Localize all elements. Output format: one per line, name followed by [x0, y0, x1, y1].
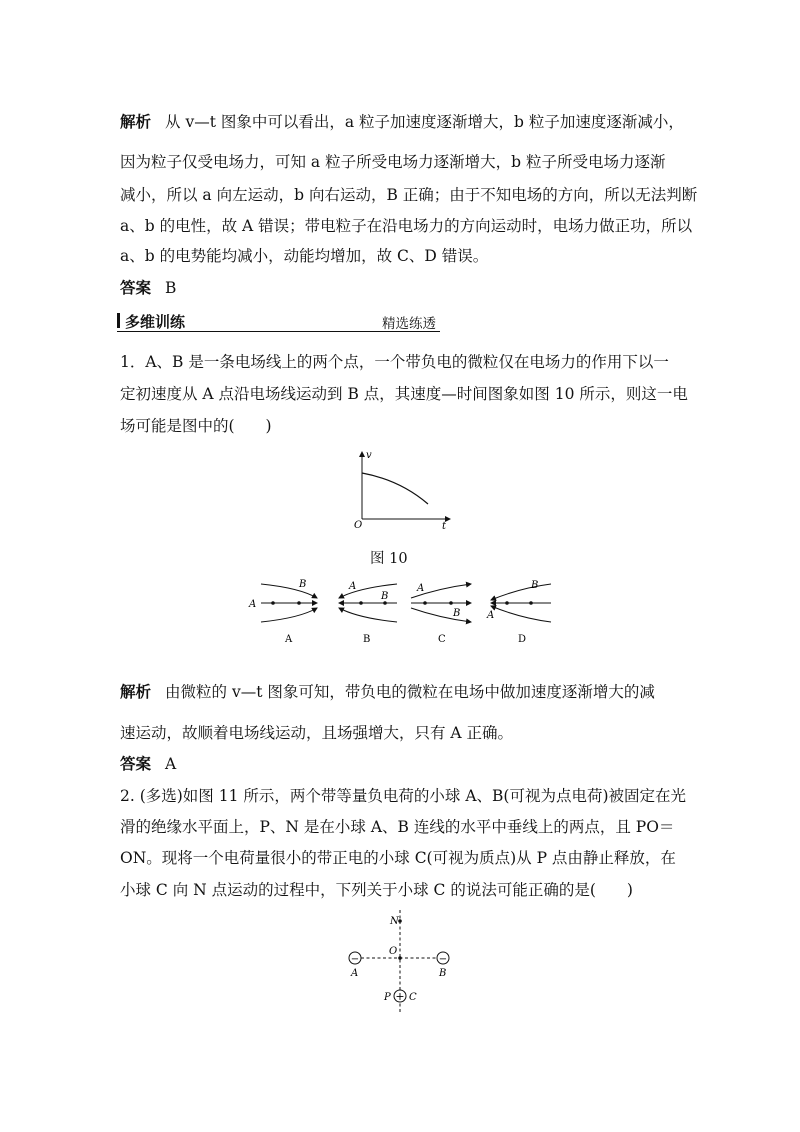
option-b-point-a: A [349, 581, 357, 592]
q1-answer-value: A [165, 755, 177, 773]
point-o-dot [398, 956, 402, 960]
analysis-line-2: 因为粒子仅受电场力，可知 a 粒子所受电场力逐渐增大，b 粒子所受电场力逐渐 [120, 153, 666, 171]
q1-analysis-line-2: 速运动，故顺着电场线运动，且场强增大，只有 A 正确。 [120, 724, 514, 742]
velocity-curve [362, 473, 428, 504]
section-bar [117, 313, 120, 328]
option-c-letter: C [438, 634, 446, 645]
label-p: P [384, 992, 391, 1003]
option-b-point-b: B [381, 591, 389, 602]
analysis-line-3: 减小，所以 a 向左运动，b 向右运动，B 正确；由于不知电场的方向，所以无法判断 [120, 186, 698, 204]
t-axis-label: t [442, 521, 447, 530]
option-c-point-a: A [417, 583, 425, 594]
label-b: B [439, 968, 447, 979]
q2-line-1: 2. (多选)如图 11 所示，两个带等量负电荷的小球 A、B(可视为点电荷)被固定在光 [120, 787, 686, 805]
section-header [117, 311, 440, 332]
point-b-dot [297, 601, 301, 605]
option-b-letter: B [363, 634, 371, 645]
option-a-diagram [248, 579, 317, 645]
q2-line-4: 小球 C 向 N 点运动的过程中，下列关于小球 C 的说法可能正确的是( ) [120, 881, 633, 899]
q1-line-2: 定初速度从 A 点沿电场线运动到 B 点，其速度—时间图象如图 10 所示，则这一电 [120, 385, 688, 403]
ball-a-sign: − [350, 954, 360, 965]
option-a-point-b: B [299, 579, 307, 590]
option-c-diagram [411, 583, 471, 645]
q2-line-2: 滑的绝缘水平面上，P、N 是在小球 A、B 连线的水平中垂线上的两点，且 PO＝ [120, 818, 675, 836]
section-title: 多维训练 [125, 313, 186, 331]
label-n: N [390, 916, 399, 927]
v-axis-label: v [366, 450, 372, 461]
q1-analysis-line-1: 解析 由微粒的 v—t 图象可知，带负电的微粒在电场中做加速度逐渐增大的减 [120, 682, 655, 701]
ball-b-sign: − [438, 954, 448, 965]
analysis-line-4: a、b 的电性，故 A 错误；带电粒子在沿电场力的方向运动时，电场力做正功，所以 [120, 217, 693, 235]
q2-line-3: ON。现将一个电荷量很小的带正电的小球 C(可视为质点)从 P 点由静止释放，在 [120, 849, 676, 867]
analysis-line-1: 解析 从 v—t 图象中可以看出，a 粒子加速度逐渐增大，b 粒子加速度逐渐减小， [120, 112, 684, 131]
charges-figure [335, 908, 465, 1016]
option-d-point-b: B [531, 580, 539, 591]
answer-label: 答案 [120, 278, 152, 297]
section-subtitle: 精选练透 [382, 316, 436, 332]
label-c: C [409, 992, 417, 1003]
analysis-label: 解析 [120, 112, 152, 131]
q1-answer-line [120, 752, 176, 774]
origin-label: O [354, 520, 363, 530]
q1-answer-label: 答案 [120, 754, 152, 773]
answer-line [120, 276, 176, 298]
label-o: O [389, 946, 398, 957]
ball-c-sign: + [395, 990, 405, 1003]
figure-10-caption: 图 10 [370, 551, 408, 567]
q1-line-1: 1．A、B 是一条电场线上的两个点，一个带负电的微粒仅在电场力的作用下以一 [120, 353, 669, 371]
q1-analysis-label: 解析 [120, 682, 152, 701]
answer-value: B [165, 279, 177, 297]
option-d-letter: D [518, 634, 527, 645]
option-a-letter: A [285, 634, 293, 645]
point-a-dot [271, 601, 275, 605]
vt-graph [340, 448, 460, 530]
option-c-point-b: B [453, 608, 461, 619]
option-d-point-a: A [487, 610, 495, 621]
option-a-point-a: A [249, 599, 257, 610]
option-b-diagram [339, 581, 397, 645]
label-a: A [351, 968, 359, 979]
q1-line-3: 场可能是图中的( ) [120, 417, 272, 435]
option-d-diagram [486, 580, 551, 645]
analysis-line-5: a、b 的电势能均减小，动能均增加，故 C、D 错误。 [120, 247, 489, 265]
field-line-options [245, 574, 565, 646]
